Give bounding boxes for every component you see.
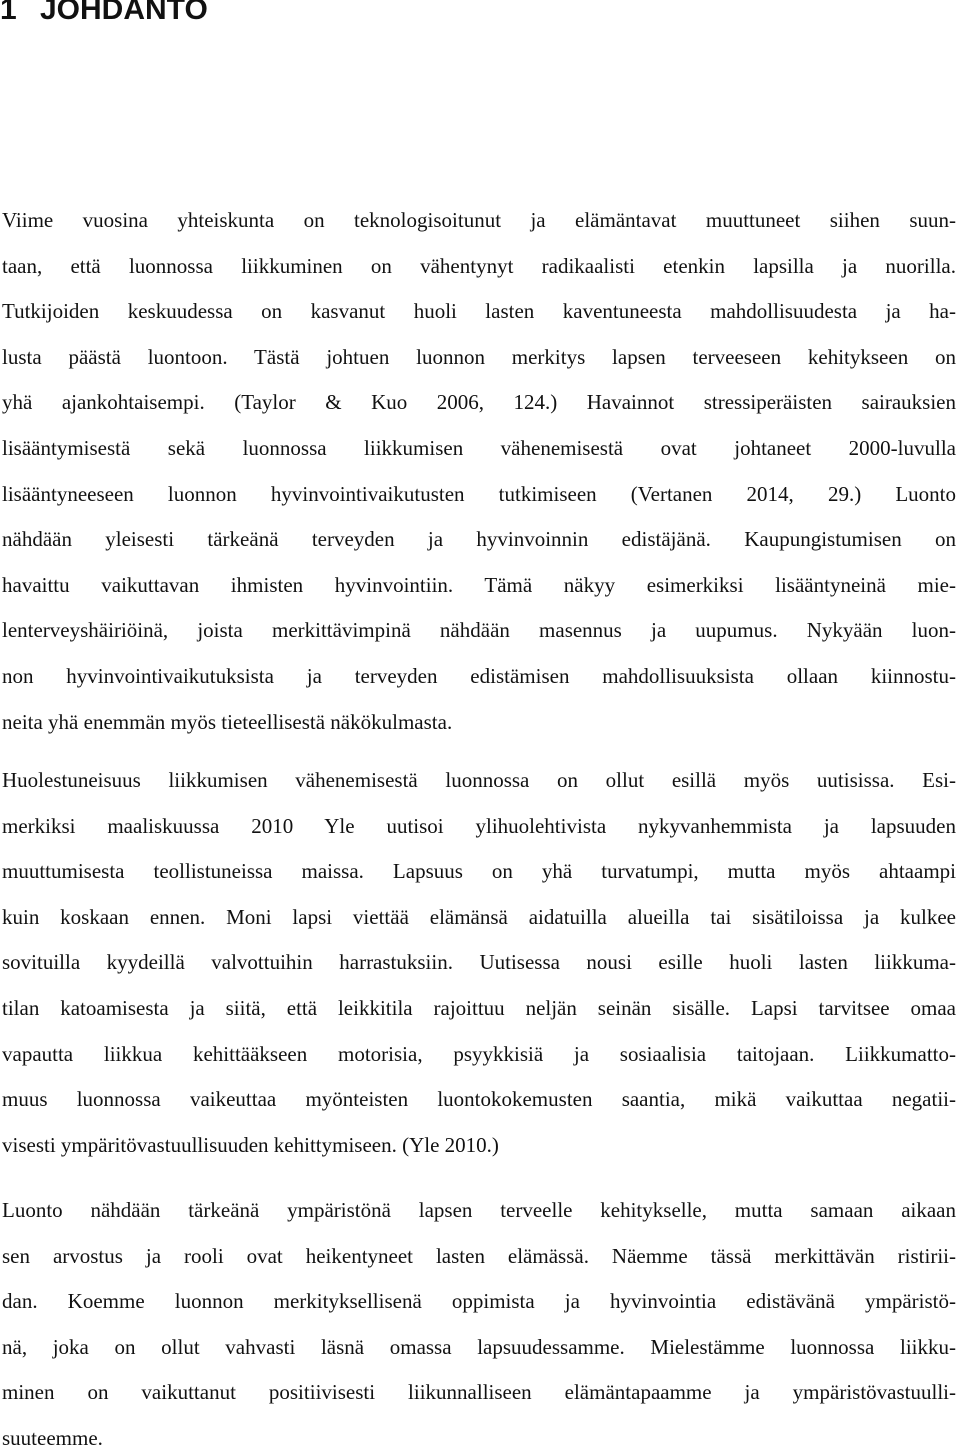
text-line: lenterveyshäiriöinä, joista merkittävimpinä nähdään masennus ja uupumus. Nykyään luon-	[2, 618, 956, 642]
text-line: sovituilla kyydeillä valvottuihin harrastuksiin. Uutisessa nousi esille huoli lasten liikkuma-	[2, 950, 956, 974]
text-line: visesti ympäritövastuullisuuden kehittymiseen. (Yle 2010.)	[2, 1133, 499, 1157]
text-line: Tutkijoiden keskuudessa on kasvanut huoli lasten kaventuneesta mahdollisuudesta ja ha-	[2, 299, 956, 323]
text-line: lusta päästä luontoon. Tästä johtuen luonnon merkitys lapsen terveeseen kehitykseen on	[2, 345, 956, 369]
text-line: lisääntyneeseen luonnon hyvinvointivaikutusten tutkimiseen (Vertanen 2014, 29.) Luonto	[2, 482, 956, 506]
text-line: sen arvostus ja rooli ovat heikentyneet lasten elämässä. Näemme tässä merkittävän ristirii-	[2, 1244, 956, 1268]
text-line: kuin koskaan ennen. Moni lapsi viettää elämänsä aidatuilla alueilla tai sisätiloissa ja kulkee	[2, 905, 956, 929]
text-line: taan, että luonnossa liikkuminen on vähentynyt radikaalisti etenkin lapsilla ja nuorilla.	[2, 254, 956, 278]
text-line: Huolestuneisuus liikkumisen vähenemisestä luonnossa on ollut esillä myös uutisissa. Esi-	[2, 768, 956, 792]
text-line: yhä ajankohtaisempi. (Taylor & Kuo 2006, 124.) Havainnot stressiperäisten sairauksien	[2, 390, 956, 414]
chapter-number: 1	[0, 0, 17, 26]
text-line: nähdään yleisesti tärkeänä terveyden ja hyvinvoinnin edistäjänä. Kaupungistumisen on	[2, 527, 956, 551]
text-line: minen on vaikuttanut positiivisesti liikunnalliseen elämäntapaamme ja ympäristövastuulli-	[2, 1380, 956, 1404]
chapter-heading	[0, 0, 208, 30]
text-line: Viime vuosina yhteiskunta on teknologisoitunut ja elämäntavat muuttuneet siihen suun-	[2, 208, 956, 232]
text-line: Luonto nähdään tärkeänä ympäristönä lapsen terveelle kehitykselle, mutta samaan aikaan	[2, 1198, 956, 1222]
text-line: neita yhä enemmän myös tieteellisestä näkökulmasta.	[2, 710, 453, 734]
text-line: non hyvinvointivaikutuksista ja terveyden edistämisen mahdollisuuksista ollaan kiinnostu-	[2, 664, 956, 688]
text-line: havaittu vaikuttavan ihmisten hyvinvointiin. Tämä näkyy esimerkiksi lisääntyneinä mie-	[2, 573, 956, 597]
text-line: merkiksi maaliskuussa 2010 Yle uutisoi ylihuolehtivista nykyvanhemmista ja lapsuuden	[2, 814, 956, 838]
text-line: vapautta liikkua kehittääkseen motorisia, psyykkisiä ja sosiaalisia taitojaan. Liikkumatto-	[2, 1042, 956, 1066]
text-line: lisääntymisestä sekä luonnossa liikkumisen vähenemisestä ovat johtaneet 2000-luvulla	[2, 436, 956, 460]
text-line: nä, joka on ollut vahvasti läsnä omassa lapsuudessamme. Mielestämme luonnossa liikku-	[2, 1335, 956, 1359]
text-line: suuteemme.	[2, 1426, 103, 1450]
text-line: tilan katoamisesta ja siitä, että leikkitila rajoittuu neljän seinän sisälle. Lapsi tarvitsee omaa	[2, 996, 956, 1020]
text-line: muuttumisesta teollistuneissa maissa. Lapsuus on yhä turvatumpi, mutta myös ahtaampi	[2, 859, 956, 883]
text-line: muus luonnossa vaikeuttaa myönteisten luontokokemusten saantia, mikä vaikuttaa negatii-	[2, 1087, 956, 1111]
chapter-title: JOHDANTO	[40, 0, 208, 26]
text-line: dan. Koemme luonnon merkityksellisenä oppimista ja hyvinvointia edistävänä ympäristö-	[2, 1289, 956, 1313]
